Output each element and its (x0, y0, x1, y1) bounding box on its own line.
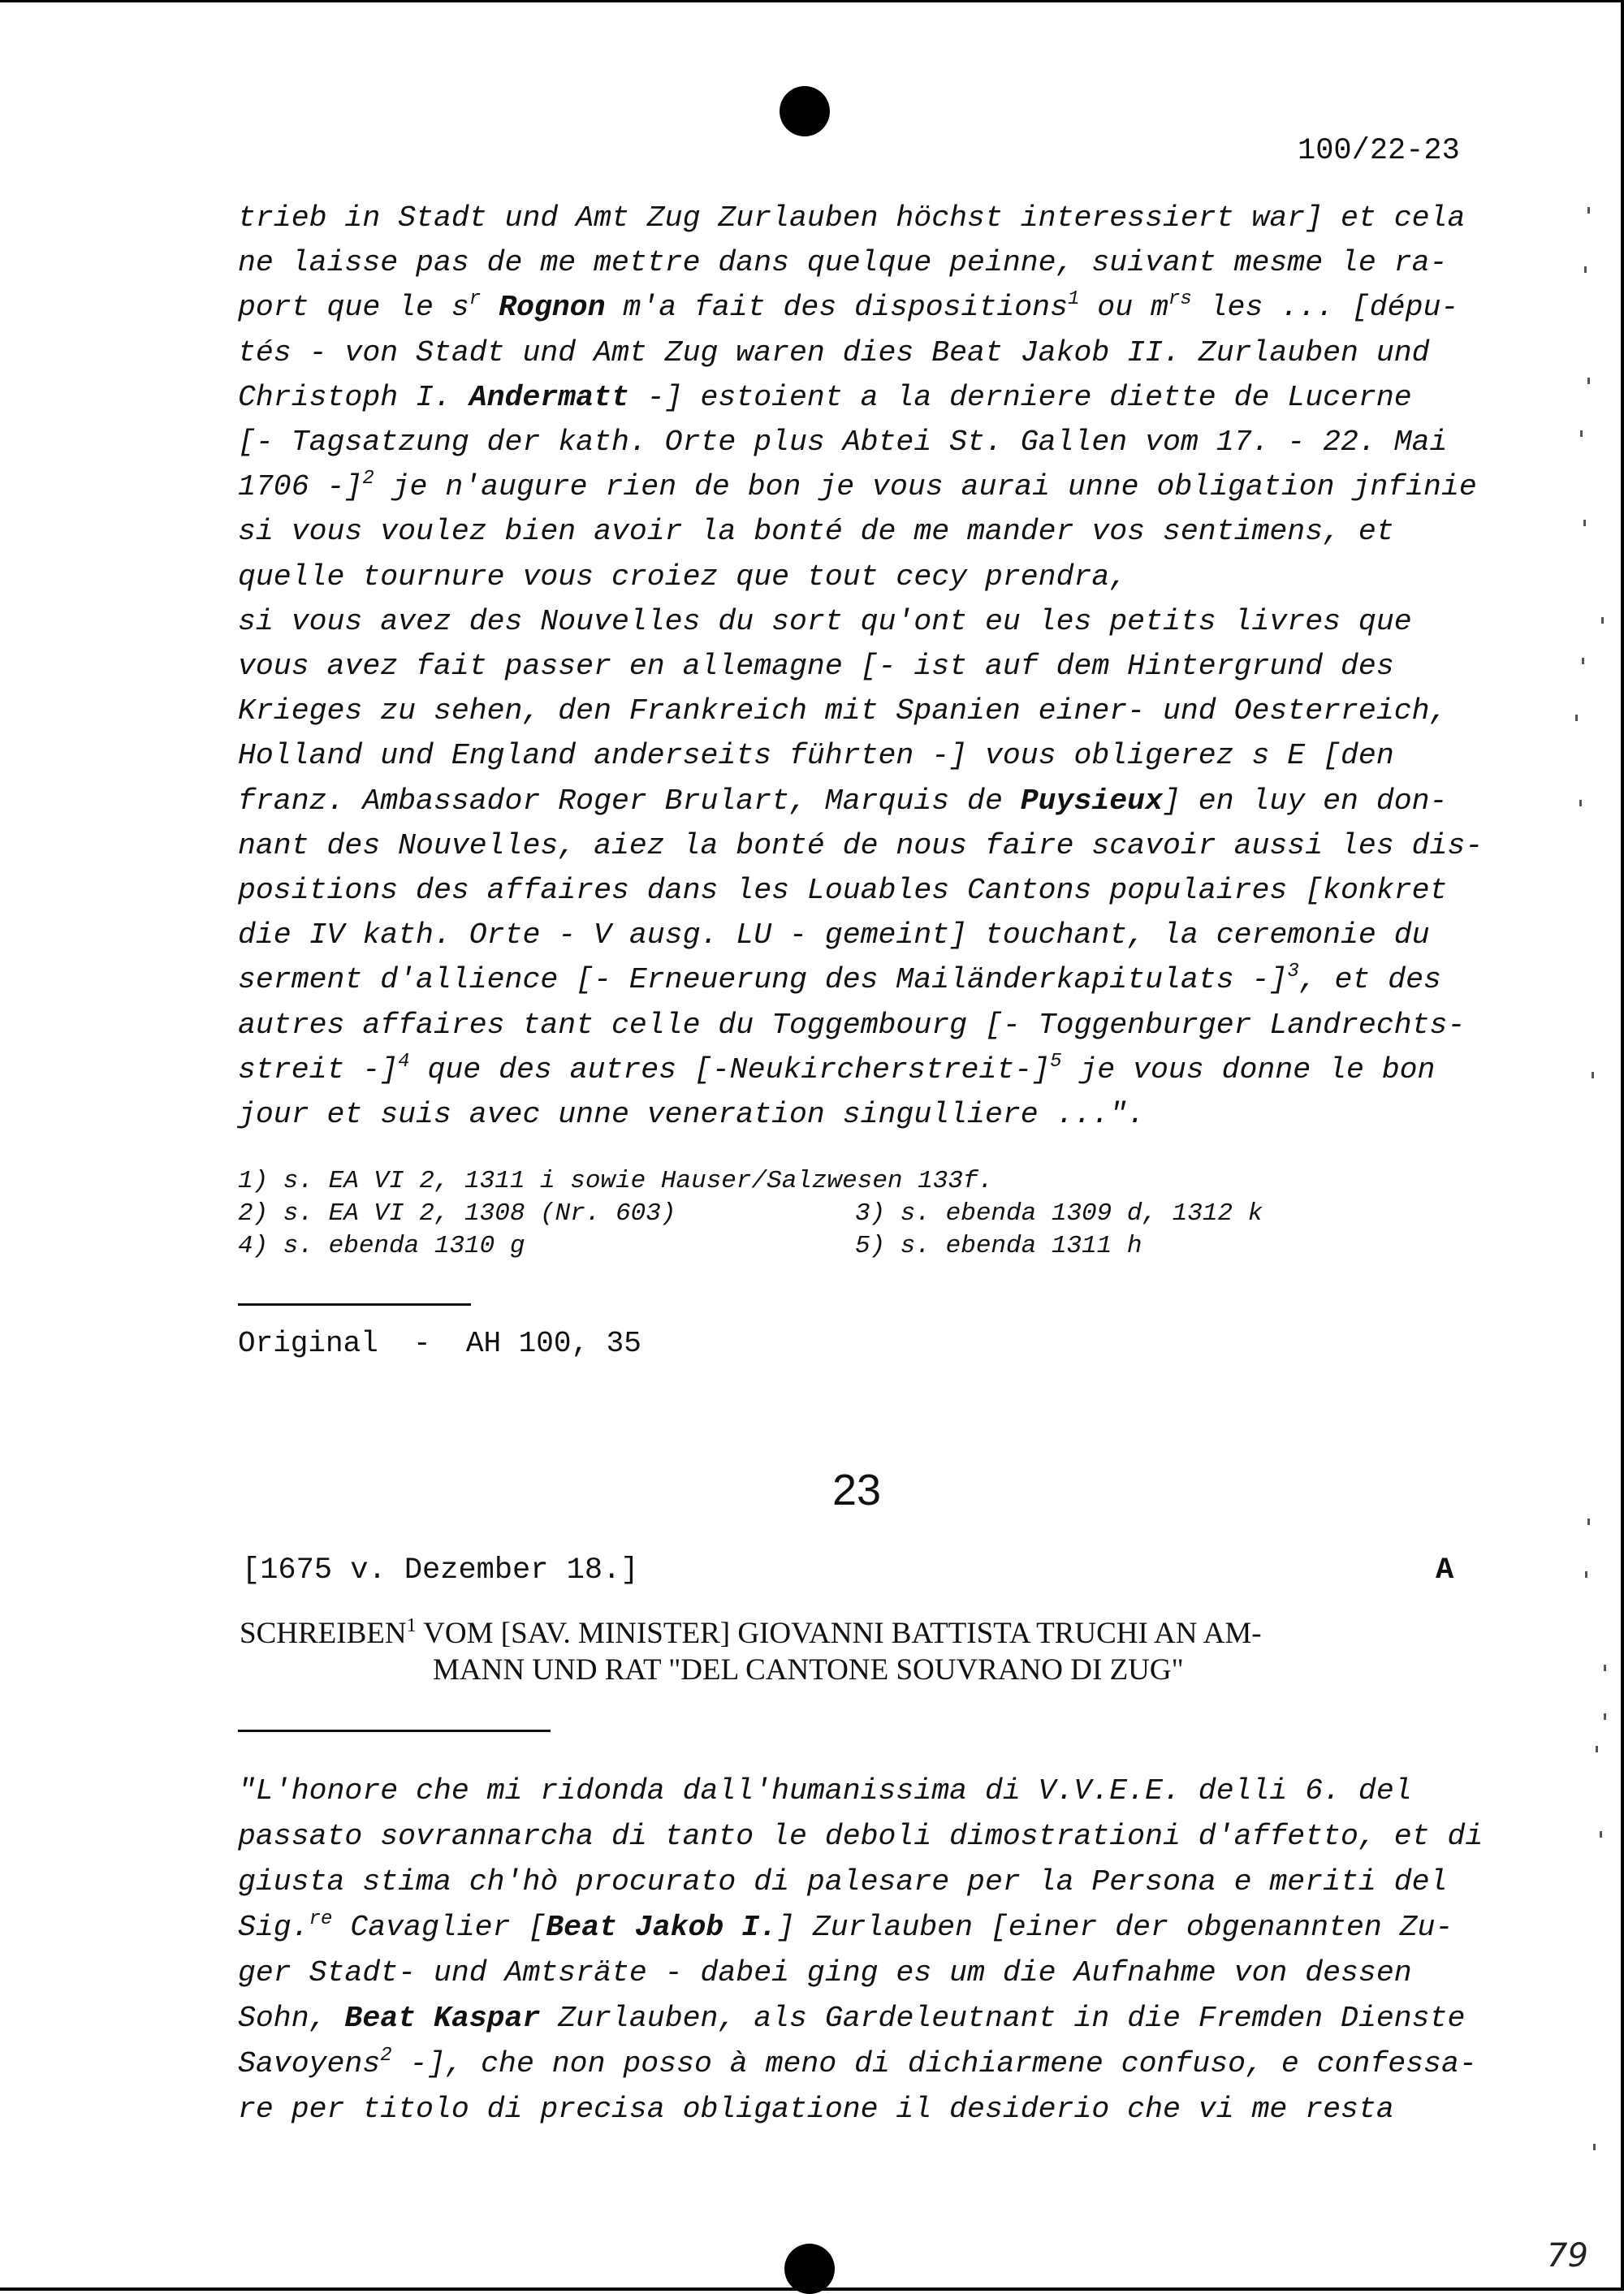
superscript: re (309, 1908, 333, 1930)
letter-text (238, 1774, 1488, 2140)
text-line (238, 605, 1412, 638)
superscript: 4 (398, 1050, 410, 1073)
text-run: nant des Nouvelles, aiez la bonté de nous faire scavoir aussi les dis- (238, 828, 1484, 862)
footnote-4: 4) s. ebenda 1310 g (238, 1232, 525, 1260)
text-run: ger Stadt- und Amtsräte - dabei ging es um die Aufnahme von dessen (238, 1956, 1412, 1989)
text-run: Savoyens (238, 2047, 381, 2080)
text-line (238, 1908, 1453, 1944)
text-line (238, 1865, 1447, 1899)
scan-speck (1596, 1746, 1598, 1752)
text-run: ou m (1079, 291, 1168, 325)
text-line (238, 2002, 1465, 2035)
bold-name: Puysieux (1020, 784, 1163, 818)
text-run: passato sovrannarcha di tanto le deboli dimostrationi d'affetto, et di (238, 1820, 1484, 1853)
text-line (238, 1009, 1465, 1042)
text-run: port que le s (238, 291, 469, 325)
scan-speck (1582, 658, 1584, 664)
text-run: Sig. (238, 1911, 309, 1944)
text-run: 1706 -] (238, 470, 363, 504)
text-run: ] Zurlauben [einer der obgenannten Zu- (777, 1911, 1453, 1944)
footnote-1: 1) s. EA VI 2, 1311 i sowie Hauser/Salzwesen 133f. (238, 1167, 994, 1195)
bold-name: Rognon (499, 291, 606, 325)
document-date: [1675 v. Dezember 18.] (242, 1553, 639, 1588)
text-line (238, 1050, 1436, 1087)
text-run: si vous avez des Nouvelles du sort qu'ont eu les petits livres que (238, 604, 1412, 638)
text-line (238, 560, 1127, 594)
divider-rule (238, 1303, 471, 1306)
document-number: 23 (832, 1466, 882, 1514)
superscript: rs (1168, 288, 1192, 311)
divider-rule-2 (238, 1730, 551, 1732)
bold-name: Beat Kaspar (344, 2002, 541, 2035)
text-run: quelle tournure vous croiez que tout cecy prendra, (238, 559, 1128, 594)
text-line (238, 1956, 1412, 1989)
text-line (238, 1820, 1483, 1853)
superscript: 2 (380, 2045, 392, 2067)
footnote-3: 3) s. ebenda 1309 d, 1312 k (855, 1199, 1263, 1228)
handwritten-page-number: 79 (1547, 2237, 1588, 2275)
text-line (238, 515, 1394, 548)
title-word: SCHREIBEN (240, 1617, 407, 1650)
text-run: si vous voulez bien avoir la bonté de me mander vos sentimens, et (238, 515, 1394, 549)
scan-speck (1587, 378, 1590, 384)
scan-speck (1592, 1072, 1594, 1078)
superscript: 5 (1050, 1050, 1062, 1073)
text-run: [- Tagsatzung der kath. Orte plus Abtei St. Gallen vom 17. - 22. Mai (238, 426, 1448, 459)
text-line (238, 694, 1447, 728)
text-run: "L'honore che mi ridonda dall'humanissima di V.V.E.E. delli 6. del (238, 1774, 1412, 1808)
scan-speck (1604, 1665, 1606, 1671)
text-line (238, 201, 1465, 235)
text-run: -], che non posso à meno di dichiarmene confuso, e confessa- (391, 2047, 1477, 2080)
text-line (238, 784, 1447, 818)
text-run: je n'augure rien de bon je vous aurai unne obligation jnfinie (374, 470, 1477, 504)
scan-speck (1580, 430, 1583, 437)
scan-speck (1575, 715, 1578, 721)
text-line (238, 963, 1441, 996)
footnotes (238, 1167, 1488, 1272)
scan-speck (1584, 266, 1587, 273)
text-line (238, 739, 1394, 772)
text-run: Holland und England anderseits führten -] vous obligerez s E [den (238, 739, 1394, 773)
page-reference: 100/22-23 (1298, 134, 1460, 168)
text-run: Krieges zu sehen, den Frankreich mit Spanien einer- und Oesterreich, (238, 694, 1448, 728)
scan-speck (1579, 800, 1582, 806)
text-run: vous avez fait passer en allemagne [- ist auf dem Hintergrund des (238, 650, 1394, 683)
text-run: streit -] (238, 1052, 399, 1087)
text-run: Sohn, (238, 2002, 345, 2035)
bold-name: Andermatt (469, 380, 629, 414)
text-run: autres affaires tant celle du Toggembourg [- Toggenburger Landrechts- (238, 1008, 1466, 1042)
scan-speck (1600, 1831, 1602, 1838)
text-line (238, 874, 1447, 907)
document-letter: A (1436, 1553, 1454, 1588)
text-line (238, 1098, 1145, 1131)
superscript: r (469, 288, 482, 311)
text-line (238, 2047, 1477, 2080)
text-run: Zurlauben, als Gardeleutnant in die Fremden Dienste (540, 2002, 1466, 2035)
text-run (481, 291, 499, 324)
text-run: tés - von Stadt und Amt Zug waren dies Beat Jakob II. Zurlauben und (238, 335, 1430, 369)
bold-name: Beat Jakob I. (546, 1911, 778, 1944)
scan-speck (1587, 207, 1590, 214)
title-footnote-ref: 1 (406, 1615, 417, 1636)
punch-hole-top (780, 86, 830, 136)
scan-speck (1583, 520, 1586, 526)
text-run: jour et suis avec unne veneration singulliere ...". (238, 1098, 1146, 1131)
document-title-line-2: MANN UND RAT "DEL CANTONE SOUVRANO DI ZUG" (433, 1653, 1184, 1687)
text-run: que des autres [-Neukircherstreit-] (409, 1052, 1051, 1087)
text-run: trieb in Stadt und Amt Zug Zurlauben höchst interessiert war] et cela (238, 201, 1466, 235)
scan-speck (1585, 1571, 1587, 1578)
text-run: ne laisse pas de me mettre dans quelque peinne, suivant mesme le ra- (238, 246, 1448, 280)
text-run: -] estoient a la derniere diette de Lucerne (628, 380, 1412, 414)
continued-letter-text (238, 201, 1488, 1143)
text-line (238, 650, 1394, 683)
text-run: die IV kath. Orte - V ausg. LU - gemeint] touchant, la ceremonie du (238, 918, 1430, 953)
text-line (238, 336, 1430, 369)
source-note: Original - AH 100, 35 (238, 1327, 641, 1360)
text-run: serment d'allience [- Erneuerung des Mailänderkapitulats -] (238, 963, 1288, 997)
text-run: les ... [dépu- (1191, 291, 1459, 325)
text-run: franz. Ambassador Roger Brulart, Marquis de (238, 784, 1021, 818)
text-line (238, 1774, 1412, 1808)
footnote-5: 5) s. ebenda 1311 h (855, 1232, 1142, 1260)
scan-speck (1601, 617, 1604, 624)
scan-border-top (0, 0, 1624, 2)
scan-speck (1587, 1519, 1590, 1525)
text-line (238, 381, 1412, 414)
text-line (238, 2093, 1394, 2126)
superscript: 1 (1067, 288, 1080, 311)
document-title-line-1 (240, 1616, 1262, 1651)
text-line (238, 829, 1483, 862)
text-line (238, 918, 1430, 952)
text-line (238, 246, 1447, 279)
title-rest: VOM [SAV. MINISTER] GIOVANNI BATTISTA TRUCHI AN AM- (416, 1617, 1262, 1650)
punch-hole-bottom (784, 2244, 835, 2294)
scan-speck (1593, 2144, 1596, 2150)
text-run: giusta stima ch'hò procurato di palesare per la Persona e meriti del (238, 1865, 1448, 1899)
text-run: je vous donne le bon (1061, 1052, 1436, 1087)
footnote-2: 2) s. EA VI 2, 1308 (Nr. 603) (238, 1199, 676, 1228)
superscript: 3 (1287, 961, 1299, 983)
text-line (238, 426, 1447, 459)
text-line (238, 470, 1477, 503)
text-run: , et des (1298, 963, 1441, 997)
text-line (238, 288, 1459, 325)
scan-speck (1604, 1713, 1606, 1720)
text-run: ] en luy en don- (1163, 784, 1448, 818)
scan-border-right (1621, 0, 1624, 2291)
text-run: positions des affaires dans les Louables Cantons populaires [konkret (238, 874, 1448, 907)
superscript: 2 (362, 468, 374, 490)
text-run: Christoph I. (238, 380, 469, 414)
text-run: Cavaglier [ (332, 1911, 546, 1944)
text-run: re per titolo di precisa obligatione il desiderio che vi me resta (238, 2093, 1394, 2126)
text-run: m'a fait des dispositions (605, 291, 1068, 325)
